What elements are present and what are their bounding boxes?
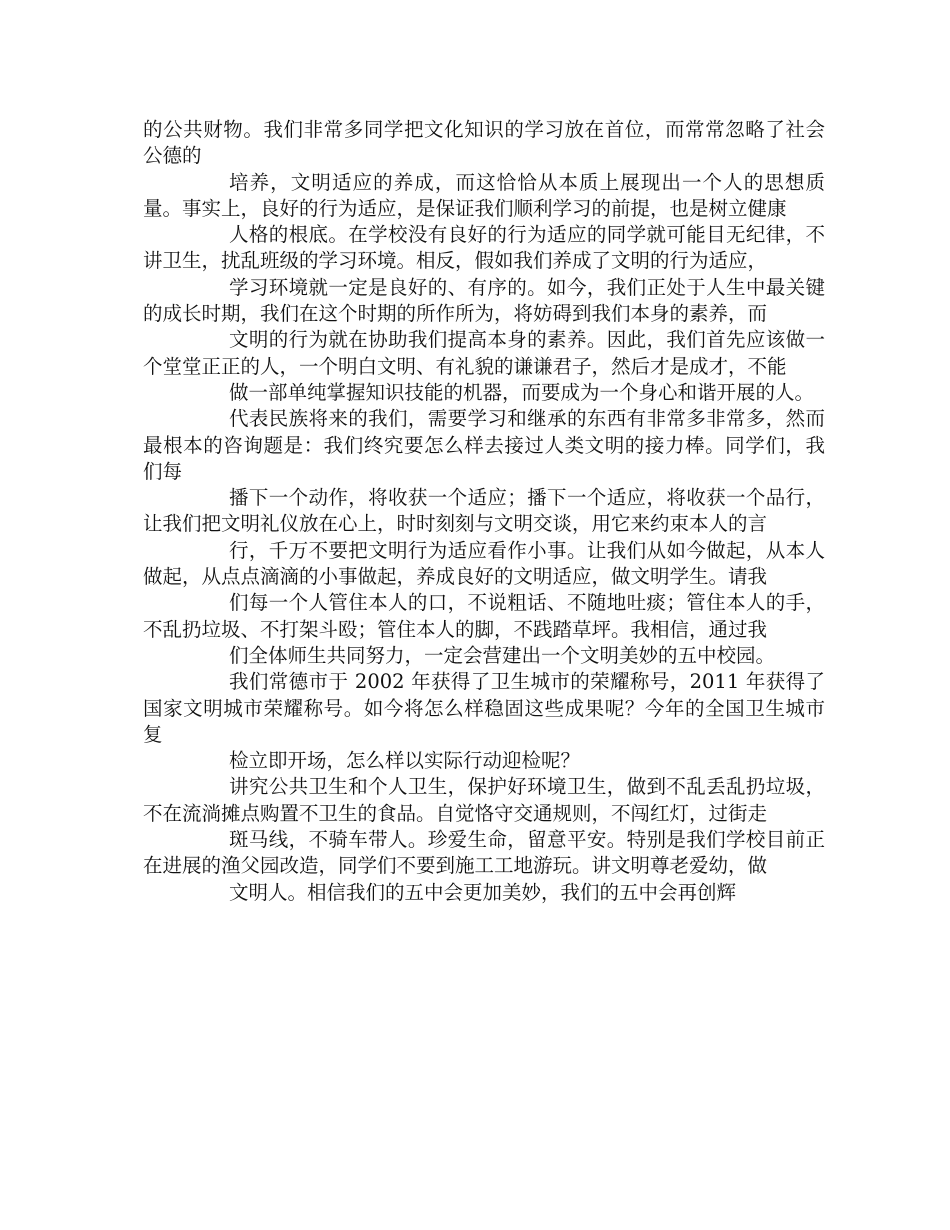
paragraph: 文明的行为就在协助我们提高本身的素养。因此，我们首先应该做一个堂堂正正的人，一个明白文明、有礼貌的谦谦君子，然后才是成才，不能: [143, 328, 825, 378]
paragraph: 人格的根底。在学校没有良好的行为适应的同学就可能目无纪律，不讲卫生，扰乱班级的学习环境。相反，假如我们养成了文明的行为适应，: [143, 223, 825, 273]
paragraph: 的公共财物。我们非常多同学把文化知识的学习放在首位，而常常忽略了社会公德的: [143, 118, 825, 168]
paragraph: 行，千万不要把文明行为适应看作小事。让我们从如今做起，从本人做起，从点点滴滴的小事做起，养成良好的文明适应，做文明学生。请我: [143, 538, 825, 589]
paragraph: 们每一个人管住本人的口，不说粗话、不随地吐痰；管住本人的手，不乱扔垃圾、不打架斗殴；管住本人的脚，不践踏草坪。我相信，通过我: [143, 591, 825, 641]
paragraph: 斑马线，不骑车带人。珍爱生命，留意平安。特别是我们学校目前正在进展的渔父园改造，同学们不要到施工工地游玩。讲文明尊老爱幼，做: [143, 828, 825, 878]
paragraph: 检立即开场，怎么样以实际行动迎检呢？: [229, 749, 581, 773]
paragraph: 文明人。相信我们的五中会更加美妙，我们的五中会再创辉: [229, 880, 737, 904]
paragraph: 代表民族将来的我们，需要学习和继承的东西有非常多非常多，然而最根本的咨询题是：我们终究要怎么样去接过人类文明的接力棒。同学们，我们每: [143, 407, 825, 483]
paragraph: 我们常德市于 2002 年获得了卫生城市的荣耀称号，2011 年获得了国家文明城市荣耀称号。如今将怎么样稳固这些成果呢？今年的全国卫生城市复: [143, 670, 825, 746]
document-body: [143, 117, 825, 906]
paragraph: 们全体师生共同努力，一定会营建出一个文明美妙的五中校园。: [229, 643, 776, 667]
paragraph: 做一部单纯掌握知识技能的机器，而要成为一个身心和谐开展的人。: [229, 380, 815, 404]
paragraph: 培养，文明适应的养成，而这恰恰从本质上展现出一个人的思想质量。事实上，良好的行为适应，是保证我们顺利学习的前提，也是树立健康: [143, 170, 825, 220]
paragraph: 讲究公共卫生和个人卫生，保护好环境卫生，做到不乱丢乱扔垃圾，不在流淌摊点购置不卫生的食品。自觉恪守交通规则，不闯红灯，过街走: [143, 775, 825, 825]
paragraph: 播下一个动作，将收获一个适应；播下一个适应，将收获一个品行，让我们把文明礼仪放在心上，时时刻刻与文明交谈，用它来约束本人的言: [143, 486, 825, 536]
paragraph: 学习环境就一定是良好的、有序的。如今，我们正处于人生中最关键的成长时期，我们在这个时期的所作所为，将妨碍到我们本身的素养，而: [143, 275, 825, 326]
